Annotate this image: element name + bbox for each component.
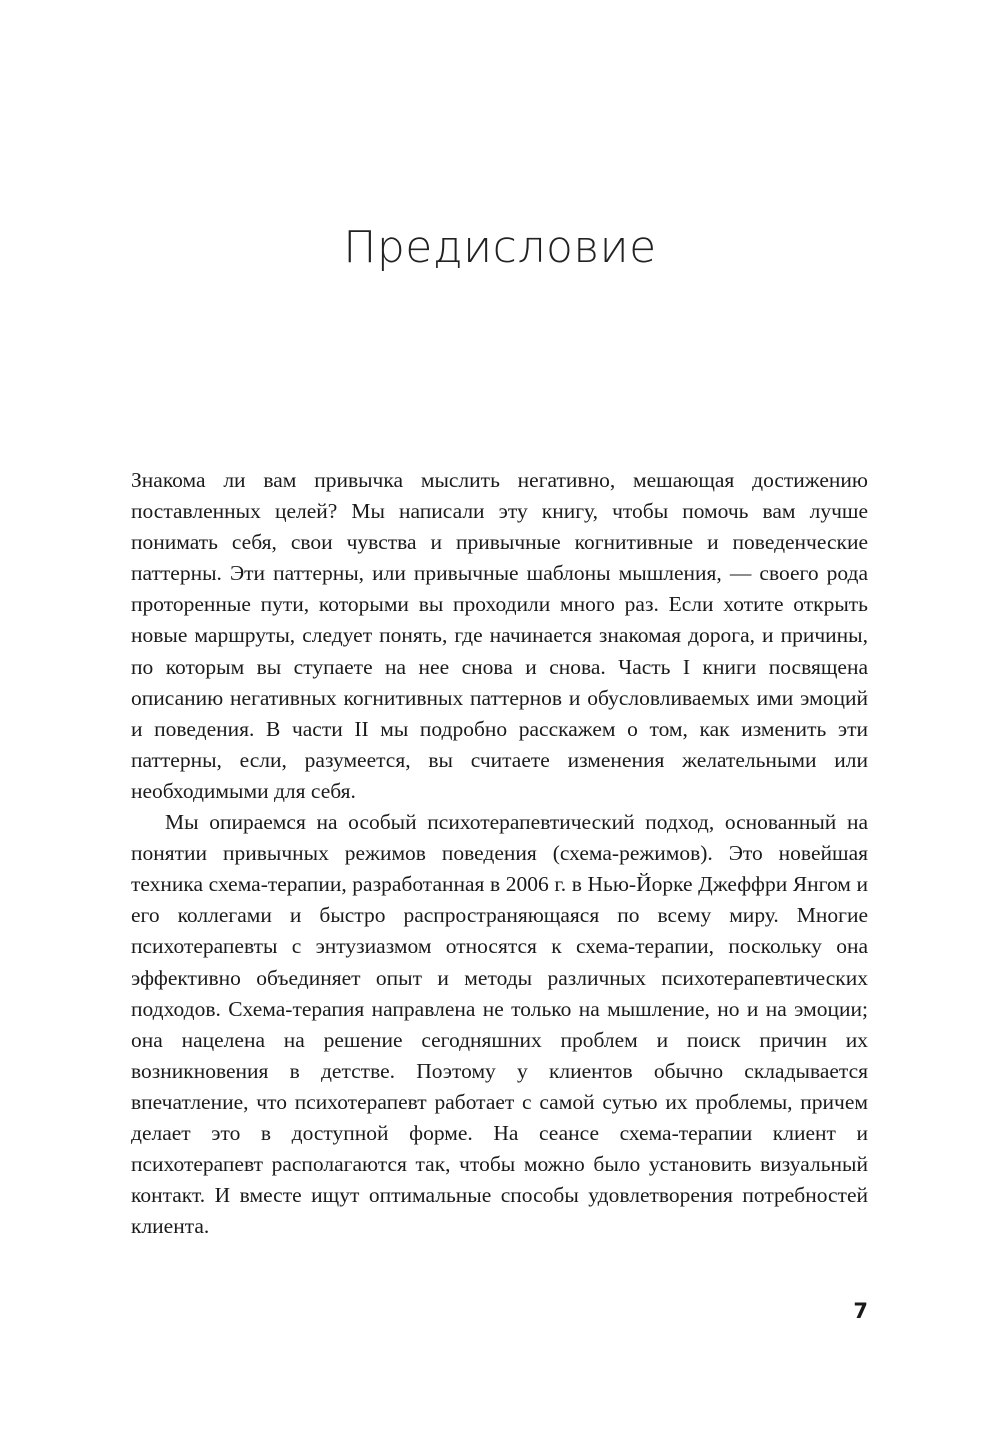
paragraph-2: Мы опираемся на особый психотерапевтический подход, основанный на понятии привычных режимов поведения (схема-режимов). Это новейшая техника схема-терапии, разработанная в 2006 г. в Нью-Йорке Джеффри Янгом и его коллегами и быстро распространяющаяся по всему миру. Многие психотерапевты с энтузиазмом относятся к схема-терапии, поскольку она эффективно объединяет опыт и методы различных психотерапевтических подходов. Схема-терапия направлена не только на мышление, но и на эмоции; она нацелена на решение сегодняшних проблем и поиск причин их возникновения в детстве. Поэтому у клиентов обычно складывается впечатление, что психотерапевт работает с самой сутью их проблемы, причем делает это в доступной форме. На сеансе схема-терапии клиент и психотерапевт располагаются так, чтобы можно было установить визуальный контакт. И вместе ищут оптимальные способы удовлетворения потребностей клиента. xyxy=(131,810,868,1239)
body-text xyxy=(131,465,868,1242)
paragraph-1: Знакома ли вам привычка мыслить негативно, мешающая достижению поставленных целей? Мы написали эту книгу, чтобы помочь вам лучше понимать себя, свои чувства и привычные когнитивные и поведенческие паттерны. Эти паттерны, или привычные шаблоны мышления, — своего рода проторенные пути, которыми вы проходили много раз. Если хотите открыть новые маршруты, следует понять, где начинается знакомая дорога, и причины, по которым вы ступаете на нее снова и снова. Часть I книги посвящена описанию негативных когнитивных паттернов и обусловливаемых ими эмоций и поведения. В части II мы подробно расскажем о том, как изменить эти паттерны, если, разумеется, вы считаете изменения желательными или необходимыми для себя. xyxy=(131,468,868,803)
chapter-title: Предисловие xyxy=(343,222,657,273)
page-number: 7 xyxy=(853,1299,868,1323)
